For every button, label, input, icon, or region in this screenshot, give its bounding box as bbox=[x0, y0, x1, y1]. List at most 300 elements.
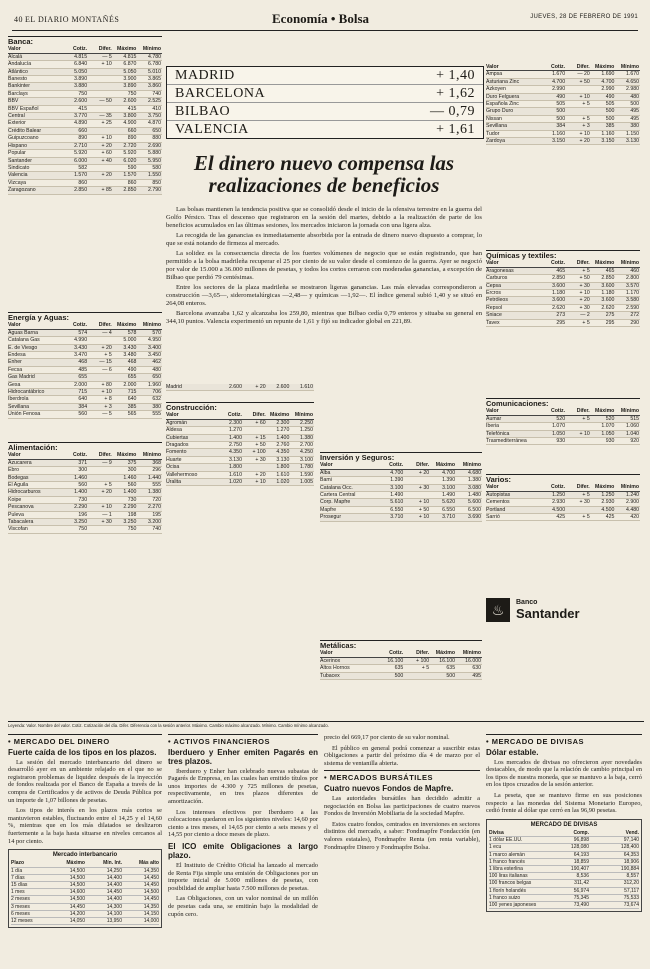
table-cell: 6.550 bbox=[442, 506, 456, 513]
table-row bbox=[8, 91, 162, 98]
table-row bbox=[486, 86, 640, 93]
table-cell: 500 bbox=[446, 672, 456, 679]
table-cell: Repsol bbox=[486, 304, 503, 311]
table-cell: 6.780 bbox=[148, 61, 161, 68]
headline-ico: El ICO emite Obligaciones a largo plazo. bbox=[168, 841, 318, 860]
table-row bbox=[166, 464, 314, 471]
table-cell: Exterior bbox=[8, 120, 26, 127]
table-cell: Carburos bbox=[486, 275, 508, 282]
table-cell: 750 bbox=[127, 90, 137, 97]
table-cell: 1.150 bbox=[626, 130, 639, 137]
table-cell: + 10 bbox=[101, 135, 112, 142]
table-cell: 1.610 bbox=[276, 471, 290, 478]
table-cell: 1.480 bbox=[468, 492, 481, 499]
index-change: + 1,62 bbox=[436, 85, 475, 101]
table-cell: + 60 bbox=[255, 419, 266, 426]
index-city: MADRID bbox=[175, 67, 235, 83]
table-cell: 3.770 bbox=[74, 113, 88, 120]
table-cell: Iberia bbox=[486, 423, 499, 430]
table-cell: 1.800 bbox=[228, 464, 242, 471]
table-cell: 1.670 bbox=[552, 71, 566, 78]
table-cell: 14,450 bbox=[143, 874, 159, 881]
table-cell: + 3 bbox=[582, 123, 590, 130]
table-energia bbox=[8, 312, 162, 419]
table-cell: 565 bbox=[127, 411, 137, 418]
table-cell: 380 bbox=[630, 123, 639, 130]
table-cell: + 50 bbox=[579, 275, 590, 282]
table-cell: + 10 bbox=[101, 389, 112, 396]
table-cell: 1 día bbox=[11, 867, 23, 874]
table-cell: Dragados bbox=[166, 442, 189, 449]
table-cell: 850 bbox=[152, 179, 161, 186]
table-cell: 64,353 bbox=[623, 851, 639, 858]
table-cell: 5.620 bbox=[442, 499, 456, 506]
column-header: Difer. bbox=[98, 322, 112, 329]
column-header: Vend. bbox=[625, 829, 639, 836]
table-cell: 1 libra esterlina bbox=[489, 865, 523, 872]
table-cell: 1.780 bbox=[300, 464, 314, 471]
column-header: Máximo bbox=[66, 860, 85, 867]
table-cell: 930 bbox=[556, 438, 566, 445]
table-row bbox=[8, 467, 162, 474]
table-row bbox=[8, 143, 162, 150]
table-row bbox=[486, 297, 640, 304]
headline-divisas: Dólar estable. bbox=[486, 747, 539, 757]
table-cell bbox=[88, 128, 113, 134]
index-change: + 1,61 bbox=[436, 121, 475, 137]
table-cell bbox=[88, 374, 113, 380]
table-cell: Barclays bbox=[8, 90, 28, 97]
table-cell: Prosegur bbox=[320, 514, 342, 521]
table-row bbox=[8, 404, 162, 411]
table-row bbox=[166, 435, 314, 442]
table-cell: 3.600 bbox=[601, 282, 615, 289]
table-quimicas bbox=[486, 250, 640, 327]
table-cell: Vizcaya bbox=[8, 179, 27, 186]
headline-dinero: Fuerte caída de los tipos en los plazos. bbox=[8, 747, 157, 757]
table-row bbox=[486, 416, 640, 423]
table-cell: + 10 bbox=[579, 290, 590, 297]
table-row bbox=[320, 514, 482, 521]
column-header: Máximo bbox=[117, 322, 137, 329]
table-interbancario bbox=[8, 849, 162, 928]
table-header bbox=[320, 462, 482, 469]
table-cell: Popular bbox=[8, 150, 26, 157]
table-cell: 4.700 bbox=[601, 78, 615, 85]
table-cell: 14,050 bbox=[69, 917, 85, 924]
table-cell: + 80 bbox=[101, 381, 112, 388]
table-cell bbox=[88, 69, 113, 75]
kicker-mercados: • MERCADOS BURSÁTILES bbox=[324, 770, 480, 782]
column-header: Valor bbox=[166, 412, 179, 419]
table-cell: Central bbox=[8, 113, 25, 120]
column-header: Valor bbox=[320, 650, 333, 657]
table-cell: 570 bbox=[152, 329, 161, 336]
table-cell bbox=[88, 76, 113, 82]
column-header: Mínimo bbox=[142, 46, 161, 53]
table-cell: 2.000 bbox=[123, 381, 137, 388]
table-cell: + 10 bbox=[579, 430, 590, 437]
table-cell: 1.270 bbox=[228, 427, 242, 434]
table-cell: Viscofan bbox=[8, 526, 28, 533]
table-cell: 2.600 bbox=[123, 98, 137, 105]
table-cell: 3.900 bbox=[123, 76, 137, 83]
index-city: VALENCIA bbox=[175, 121, 249, 137]
table-cell: 3.800 bbox=[123, 113, 137, 120]
table-cell: + 30 bbox=[418, 484, 430, 491]
table-row bbox=[8, 54, 162, 61]
table-cell: — 5 bbox=[102, 53, 112, 60]
table-cell: 555 bbox=[152, 482, 161, 489]
table-cell: 56,974 bbox=[573, 887, 589, 894]
table-cell: 15 días bbox=[11, 881, 28, 888]
table-title: Alimentación: bbox=[8, 442, 162, 451]
table-cell: 3.710 bbox=[390, 514, 404, 521]
table-row bbox=[320, 499, 482, 506]
table-cell: 2.290 bbox=[74, 504, 88, 511]
table-cell: 2 meses bbox=[11, 896, 30, 903]
table-cell: 468 bbox=[78, 359, 88, 366]
table-title: Construcción: bbox=[166, 402, 314, 411]
table-cell: 4.870 bbox=[148, 120, 161, 127]
table-cell: 300 bbox=[78, 467, 88, 474]
table-row bbox=[166, 449, 314, 456]
table-cell: + 20 bbox=[101, 142, 112, 149]
table-cell: 296 bbox=[152, 467, 161, 474]
table-cell: + 5 bbox=[104, 482, 112, 489]
lead-headline: El dinero nuevo compensa las realizaciones de beneficios bbox=[193, 151, 455, 197]
table-cell: 500 bbox=[394, 672, 404, 679]
table-cell: 655 bbox=[78, 374, 88, 381]
table-cell: Fomento bbox=[166, 449, 187, 456]
table-cell: 1.460 bbox=[123, 474, 137, 481]
table-cell: Gesa bbox=[8, 381, 21, 388]
table-cell: 3.600 bbox=[552, 297, 566, 304]
table-cell: + 5 bbox=[582, 491, 590, 498]
table-cell: 3.250 bbox=[74, 519, 88, 526]
table-cell: Sniace bbox=[486, 312, 502, 319]
table-row bbox=[166, 427, 314, 434]
table-cell: 490 bbox=[556, 93, 566, 100]
table-row bbox=[11, 889, 159, 896]
lead-paragraph: Entre los sectores de la plaza madrileña se mostraron ligeras ganancias. Las más elevadas correspondieron a construcción —3,65—, siderometalúrgicas —2,48— y químicas —1,92—. El índice general subió 1,40 y se situó en 264,08 enteros. bbox=[166, 284, 482, 307]
column-header: Plazo bbox=[11, 860, 25, 867]
table-cell: 2.760 bbox=[276, 442, 290, 449]
table-cell: 2.850 bbox=[552, 275, 566, 282]
table-cell: 650 bbox=[152, 374, 161, 381]
table-cell: + 20 bbox=[255, 471, 266, 478]
table-row bbox=[486, 305, 640, 312]
table-cell: 312,20 bbox=[623, 880, 639, 887]
table-cell: 520 bbox=[605, 415, 615, 422]
table-row bbox=[166, 442, 314, 449]
table-cell: — 35 bbox=[99, 113, 112, 120]
table-row bbox=[486, 514, 640, 521]
column-header: Comp. bbox=[573, 829, 589, 836]
table-cell: Sarrió bbox=[486, 514, 500, 521]
column-header: Mínimo bbox=[462, 650, 481, 657]
table-cell bbox=[404, 673, 430, 679]
table-cell bbox=[88, 180, 113, 186]
table-cell: 97,140 bbox=[623, 837, 639, 844]
table-cell: 1.490 bbox=[390, 492, 404, 499]
table-cell: 4.250 bbox=[300, 449, 314, 456]
table-cell bbox=[566, 86, 591, 92]
table-cell: + 25 bbox=[101, 120, 112, 127]
table-cell: 1.060 bbox=[626, 423, 639, 430]
table-cell: 3.450 bbox=[148, 352, 161, 359]
table-cell: 890 bbox=[78, 135, 88, 142]
table-cell: 500 bbox=[556, 108, 566, 115]
table-cell: 3.480 bbox=[123, 352, 137, 359]
table-cell: 635 bbox=[394, 665, 404, 672]
table-cell: 1.020 bbox=[276, 479, 290, 486]
table-row bbox=[489, 852, 639, 859]
table-cell: Petróleos bbox=[486, 297, 508, 304]
table-title: Químicas y textiles: bbox=[486, 250, 640, 259]
table-cell: 5.920 bbox=[74, 150, 88, 157]
table-cell: — 1 bbox=[102, 511, 112, 518]
table-row bbox=[486, 131, 640, 138]
table-cell: 14,450 bbox=[69, 903, 85, 910]
table-legend: Leyenda: Valor. Nombre del valor. Cotiz. Cotización del día. Difer. Diferencia con la sesión anterior. Máximo. Cambio máximo alcanzado. Mínimo. Cambio mínimo alcanzado. bbox=[8, 721, 644, 728]
table-cell: 2.790 bbox=[148, 187, 161, 194]
table-cell: 4.650 bbox=[626, 78, 639, 85]
table-cell: 2.930 bbox=[601, 499, 615, 506]
table-cell: + 50 bbox=[418, 506, 430, 513]
table-cell: BBV bbox=[8, 98, 19, 105]
table-cell: Duro Felguera bbox=[486, 93, 520, 100]
table-row bbox=[486, 290, 640, 297]
table-cell: 2.250 bbox=[300, 419, 314, 426]
table-cell: 368 bbox=[152, 459, 161, 466]
article-paragraph: Los tipos de interés en los plazos más cortos se mantuvieron estables, fluctuando entre el 14,25 y el 14,60 %, mientras que en los más dilatados se deslizaron fuertemente a la baja hasta situarse en niveles cercanos al 14 por ciento. bbox=[8, 807, 162, 845]
table-row bbox=[320, 507, 482, 514]
table-row bbox=[8, 519, 162, 526]
table-cell: Hidrocantábrico bbox=[8, 389, 45, 396]
table-cell: — 50 bbox=[99, 98, 112, 105]
table-cell: — 6 bbox=[102, 366, 112, 373]
column-header: Valor bbox=[486, 64, 499, 70]
table-cell: 490 bbox=[605, 93, 615, 100]
column-header: Difer. bbox=[576, 408, 590, 415]
index-row bbox=[167, 85, 483, 103]
table-row bbox=[8, 76, 162, 83]
column-header: Difer. bbox=[576, 64, 590, 70]
table-metalicas bbox=[320, 640, 482, 680]
table-cell: + 10 bbox=[101, 504, 112, 511]
table-cell: 1.460 bbox=[74, 474, 88, 481]
table-cell: Ocisa bbox=[166, 464, 180, 471]
table-cell: 520 bbox=[556, 415, 566, 422]
table-cell: 3.865 bbox=[148, 76, 161, 83]
table-cell: Endesa bbox=[8, 352, 26, 359]
table-cell: 14,500 bbox=[143, 889, 159, 896]
column-mercado-divisas bbox=[486, 734, 642, 912]
table-cell: 2.720 bbox=[123, 142, 137, 149]
table-cell: 3.470 bbox=[74, 352, 88, 359]
table-cell: Zaragozano bbox=[8, 187, 36, 194]
table-cell: 2.300 bbox=[228, 419, 242, 426]
table-row bbox=[8, 83, 162, 90]
table-cell: 14,400 bbox=[106, 881, 122, 888]
table-cell: + 5 bbox=[582, 115, 590, 122]
table-row bbox=[8, 135, 162, 142]
table-cell: 1.250 bbox=[552, 491, 566, 498]
column-header: Máximo bbox=[435, 462, 456, 469]
section-title: Economía • Bolsa bbox=[272, 11, 370, 26]
table-cell: Bami bbox=[320, 477, 332, 484]
table-cell: + 100 bbox=[252, 449, 266, 456]
table-row bbox=[486, 312, 640, 319]
table-cell: 1 marco alemán bbox=[489, 851, 525, 858]
table-cell: 495 bbox=[472, 672, 481, 679]
lead-paragraph: La recogida de las ganancias es inmediatamente absorbida por la entrada de dinero nuevo dispuesto a comprar, lo que se está notando de firmeza al mercado. bbox=[166, 232, 482, 247]
table-cell: 4.480 bbox=[626, 506, 639, 513]
table-cell: + 10 bbox=[418, 514, 430, 521]
headline-mercados: Cuatro nuevos Fondos de Mapfre. bbox=[324, 783, 454, 793]
column-header: Máximo bbox=[117, 452, 137, 459]
column-header: Valor bbox=[486, 484, 499, 491]
table-cell: 273 bbox=[556, 312, 566, 319]
table-cell: Huarte bbox=[166, 456, 182, 463]
table-cell: + 30 bbox=[579, 304, 590, 311]
table-cell: Azkoyen bbox=[486, 86, 506, 93]
table-cell: 3.890 bbox=[123, 83, 137, 90]
table-cell: Asturiana Zinc bbox=[486, 78, 520, 85]
table-row bbox=[8, 489, 162, 496]
table-cell: Agromán bbox=[166, 419, 188, 426]
column-header: Cotiz. bbox=[550, 64, 566, 70]
column-header: Máximo bbox=[595, 408, 615, 415]
kicker-activos: • ACTIVOS FINANCIEROS bbox=[168, 734, 318, 746]
table-row bbox=[8, 475, 162, 482]
table-row bbox=[486, 101, 640, 108]
table-cell: + 8 bbox=[104, 396, 112, 403]
table-row bbox=[489, 880, 639, 887]
table-cell: + 5 bbox=[104, 352, 112, 359]
table-cell: 4.500 bbox=[601, 506, 615, 513]
table-cell: 2.900 bbox=[626, 499, 639, 506]
table-cell: + 20 bbox=[101, 172, 112, 179]
column-header: Máximo bbox=[435, 650, 456, 657]
table-cell: 660 bbox=[127, 127, 137, 134]
table-cell: 425 bbox=[556, 514, 566, 521]
table-row bbox=[8, 367, 162, 374]
column-header: Cotiz. bbox=[72, 322, 88, 329]
table-title: Banca: bbox=[8, 36, 162, 45]
page-number: 40 EL DIARIO MONTAÑÉS bbox=[14, 15, 120, 24]
table-cell: Cartera Central bbox=[320, 492, 356, 499]
table-cell: 490 bbox=[127, 366, 137, 373]
table-cell: 630 bbox=[472, 665, 481, 672]
index-city: BARCELONA bbox=[175, 85, 266, 101]
table-cell bbox=[88, 106, 113, 112]
table-cell: 75,533 bbox=[623, 894, 639, 901]
table-row bbox=[486, 438, 640, 445]
table-cell: 1 dólar EE.UU. bbox=[489, 837, 523, 844]
table-cell: 3.600 bbox=[601, 297, 615, 304]
article-paragraph: Las Obligaciones, con un valor nominal de un millón de pesetas cada una, se emitirán bajo la modalidad de cupón cero. bbox=[168, 895, 318, 918]
table-cell: 460 bbox=[630, 267, 639, 274]
table-cell: 2.290 bbox=[123, 504, 137, 511]
column-mercados-bursatiles bbox=[324, 734, 480, 854]
table-cell: + 10 bbox=[579, 93, 590, 100]
mini-table-header bbox=[11, 860, 159, 867]
table-cell: 195 bbox=[152, 511, 161, 518]
table-cell: 4.990 bbox=[74, 337, 88, 344]
table-row bbox=[486, 108, 640, 115]
table-cell: 1.690 bbox=[601, 71, 615, 78]
table-row bbox=[8, 180, 162, 187]
table-cell: 880 bbox=[152, 135, 161, 142]
table-row bbox=[8, 382, 162, 389]
table-cell: Española Zinc bbox=[486, 101, 519, 108]
table-cell: 384 bbox=[78, 403, 88, 410]
table-row bbox=[320, 470, 482, 477]
table-cell: Crédito Balear bbox=[8, 127, 42, 134]
table-cell: 13,950 bbox=[106, 917, 122, 924]
table-cell: + 10 bbox=[255, 479, 266, 486]
table-cell: + 15 bbox=[255, 434, 266, 441]
table-cell: 14,300 bbox=[106, 903, 122, 910]
column-header: Mínimo bbox=[620, 484, 639, 491]
table-cell: 3.130 bbox=[626, 138, 639, 145]
table-cell: 1.570 bbox=[74, 172, 88, 179]
table-cell: 1.380 bbox=[468, 477, 481, 484]
table-cell: Aldesa bbox=[166, 427, 182, 434]
table-cell: 272 bbox=[630, 312, 639, 319]
table-cell: 750 bbox=[127, 526, 137, 533]
table-cell: — 9 bbox=[102, 459, 112, 466]
table-cell: 14,400 bbox=[106, 874, 122, 881]
table-cell: 750 bbox=[78, 90, 88, 97]
table-cell: Azucarera bbox=[8, 459, 32, 466]
table-cell: 655 bbox=[127, 374, 137, 381]
table-cell: 515 bbox=[630, 415, 639, 422]
table-cell: 14,450 bbox=[143, 881, 159, 888]
table-cell: — 15 bbox=[99, 359, 112, 366]
table-cell: 14,200 bbox=[69, 910, 85, 917]
table-cell: Fecsa bbox=[8, 366, 23, 373]
table-cell: 1.490 bbox=[442, 492, 456, 499]
table-cell: 740 bbox=[152, 526, 161, 533]
table-cell: 1 florín holandés bbox=[489, 887, 526, 894]
table-cell: + 20 bbox=[255, 384, 266, 390]
table-cell: + 5 bbox=[582, 319, 590, 326]
table-cell: 750 bbox=[78, 526, 88, 533]
table-cell: 190,407 bbox=[570, 865, 589, 872]
column-mercado-dinero bbox=[8, 734, 162, 928]
table-cell: 3.400 bbox=[148, 344, 161, 351]
table-cell: 190,884 bbox=[620, 865, 639, 872]
table-cell: 8,557 bbox=[626, 873, 639, 880]
table-cell: 75,345 bbox=[573, 894, 589, 901]
table-row bbox=[486, 116, 640, 123]
table-row bbox=[8, 128, 162, 135]
table-cell: + 30 bbox=[255, 456, 266, 463]
table-row bbox=[8, 345, 162, 352]
table-cell: Tabacalera bbox=[8, 519, 34, 526]
table-cell: 18,859 bbox=[573, 858, 589, 865]
table-row bbox=[486, 423, 640, 430]
table-cell: 5.050 bbox=[123, 68, 137, 75]
table-cell: 660 bbox=[78, 127, 88, 134]
column-header: Mínimo bbox=[294, 412, 314, 419]
table-cell: 100 liras italianas bbox=[489, 873, 528, 880]
table-cell: 415 bbox=[78, 105, 88, 112]
table-cell: Enher bbox=[8, 359, 22, 366]
